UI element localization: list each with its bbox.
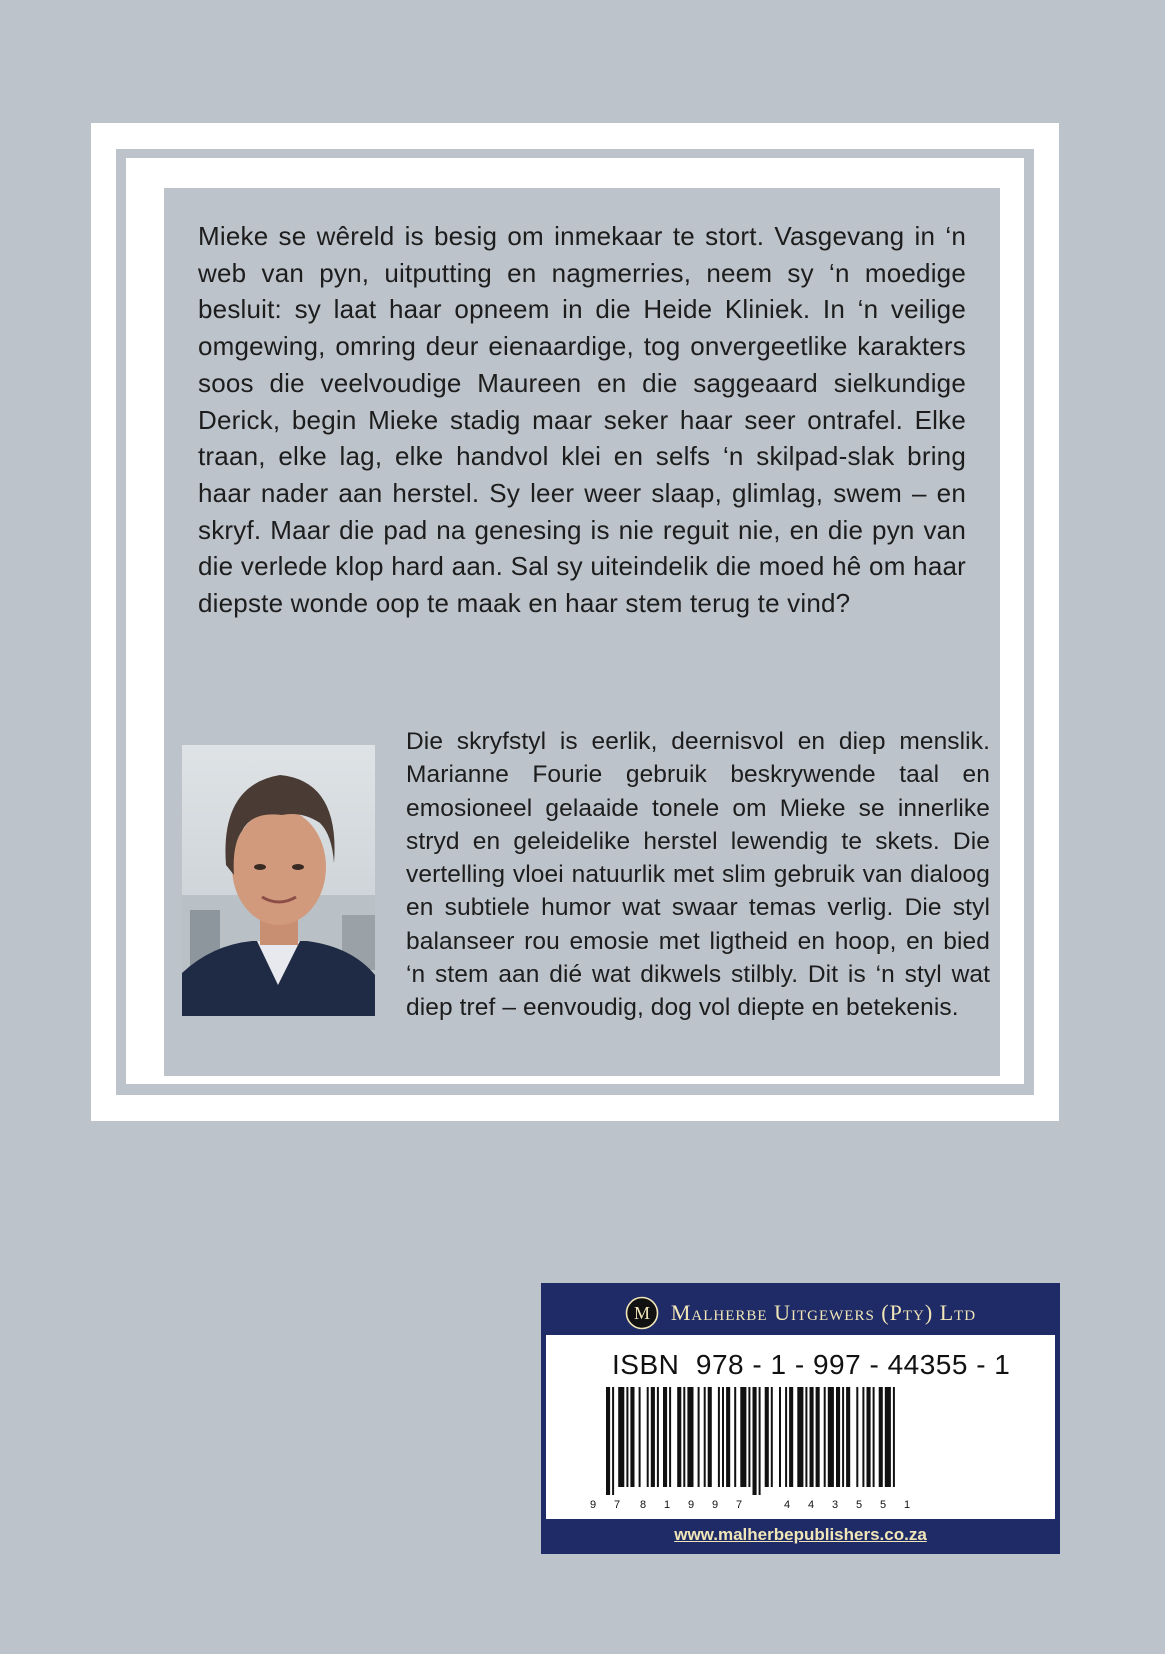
book-blurb: Mieke se wêreld is besig om inmekaar te stort. Vasgevang in ‘n web van pyn, uitputting en nagmerries, neem sy ‘n moedige besluit: sy laat haar opneem in die Heide Kliniek. In ‘n veilige omgewing, omring deur eienaardige, tog onvergeetlike karakters soos die veelvoudige Maureen en die saggeaard sielkundige Derick, begin Mieke stadig maar seker haar seer ontrafel. Elke traan, elke lag, elke handvol klei en selfs ‘n skilpad-slak bring haar nader aan herstel. Sy leer weer slaap, glimlag, swem – en skryf. Maar die pad na genesing is nie reguit nie, en die pyn van die verlede klop hard aan. Sal sy uiteindelik die moed hê om haar diepste wonde oop te maak en haar stem terug te vind? <box>198 221 966 619</box>
barcode-bar <box>630 1387 634 1487</box>
barcode-digit: 1 <box>664 1499 671 1511</box>
frame-inner <box>126 158 1024 1084</box>
barcode-bar <box>748 1387 750 1487</box>
barcode-digit: 4 <box>808 1499 815 1511</box>
barcode-bar <box>842 1387 844 1487</box>
isbn-number: ISBN 978 - 1 - 997 - 44355 - 1 <box>612 1349 1011 1380</box>
barcode-bar <box>606 1387 610 1495</box>
barcode-bar <box>704 1387 706 1487</box>
barcode-digit: 5 <box>880 1499 887 1511</box>
barcode-digit: 7 <box>614 1499 621 1511</box>
isbn-barcode <box>584 1387 984 1512</box>
barcode-bar <box>753 1387 757 1495</box>
barcode-digit: 7 <box>736 1499 743 1511</box>
barcode-bar <box>740 1387 746 1487</box>
barcode-bar <box>828 1387 834 1487</box>
barcode-bar <box>687 1387 693 1487</box>
frame-ring <box>116 149 1034 1095</box>
barcode-bar <box>618 1387 624 1487</box>
barcode-bar <box>765 1387 769 1487</box>
barcode-bar <box>879 1387 883 1487</box>
barcode-bar <box>805 1387 807 1487</box>
barcode-bar <box>734 1387 736 1487</box>
publisher-barcode-box <box>541 1283 1060 1554</box>
barcode-bar <box>797 1387 803 1487</box>
publisher-logo-icon <box>625 1296 659 1330</box>
barcode-bar <box>722 1387 724 1487</box>
barcode-bar <box>771 1387 773 1487</box>
barcode-bar <box>893 1387 895 1487</box>
barcode-bar <box>759 1387 761 1495</box>
barcode-digit: 8 <box>640 1499 647 1511</box>
barcode-bar <box>873 1387 875 1487</box>
barcode-bar <box>612 1387 614 1495</box>
blurb-frame <box>91 123 1059 1121</box>
barcode-bar <box>810 1387 814 1487</box>
barcode-bar <box>836 1387 840 1487</box>
barcode-digit: 9 <box>712 1499 719 1511</box>
barcode-bar <box>639 1387 641 1487</box>
barcode-bar <box>856 1387 858 1487</box>
barcode-bar <box>816 1387 820 1487</box>
barcode-bar <box>789 1387 793 1487</box>
barcode-bar <box>885 1387 891 1487</box>
barcode-bar <box>824 1387 826 1487</box>
publisher-website-link[interactable]: www.malherbepublishers.co.za <box>674 1525 927 1544</box>
author-bio: Die skryfstyl is eerlik, deernisvol en diep menslik. Marianne Fourie gebruik beskrywende taal en emosioneel gelaaide tonele om Mieke se innerlike stryd en geleidelike herstel lewendig te skets. Die vertelling vloei natuurlik met slim gebruik van dialoog en subtiele humor wat swaar temas verlig. Die styl balanseer rou emosie met ligtheid en hoop, en bied ‘n stem aan dié wat dikwels stilbly. Dit is ‘n styl wat diep tref – eenvoudig, dog vol diepte en betekenis. <box>406 728 990 1022</box>
barcode-card <box>546 1335 1055 1519</box>
barcode-bar <box>779 1387 781 1487</box>
barcode-bar <box>867 1387 871 1487</box>
publisher-logo-letter: M <box>633 1303 650 1323</box>
barcode-bar <box>708 1387 712 1487</box>
barcode-bar <box>677 1387 681 1487</box>
barcode-bar <box>663 1387 667 1487</box>
barcode-bar <box>669 1387 671 1487</box>
publisher-header <box>541 1293 1060 1333</box>
barcode-bar <box>657 1387 659 1487</box>
barcode-digit: 1 <box>904 1499 911 1511</box>
author-photo <box>182 745 375 1016</box>
barcode-bar <box>698 1387 700 1487</box>
barcode-bar <box>626 1387 628 1487</box>
barcode-bar <box>651 1387 655 1487</box>
barcode-bar <box>862 1387 864 1487</box>
author-portrait-illustration <box>182 745 375 1016</box>
barcode-bar <box>726 1387 730 1487</box>
barcode-digit: 9 <box>590 1499 597 1511</box>
publisher-name: Malherbe Uitgewers (Pty) Ltd <box>670 1300 977 1325</box>
barcode-bar <box>718 1387 720 1487</box>
barcode-digit: 4 <box>784 1499 791 1511</box>
barcode-digit: 9 <box>688 1499 695 1511</box>
barcode-bar <box>846 1387 850 1487</box>
text-panel <box>164 188 1000 1076</box>
barcode-bar <box>683 1387 685 1487</box>
barcode-bar <box>785 1387 787 1487</box>
barcode-bar <box>647 1387 649 1487</box>
barcode-digit: 3 <box>832 1499 839 1511</box>
barcode-digit: 5 <box>856 1499 863 1511</box>
